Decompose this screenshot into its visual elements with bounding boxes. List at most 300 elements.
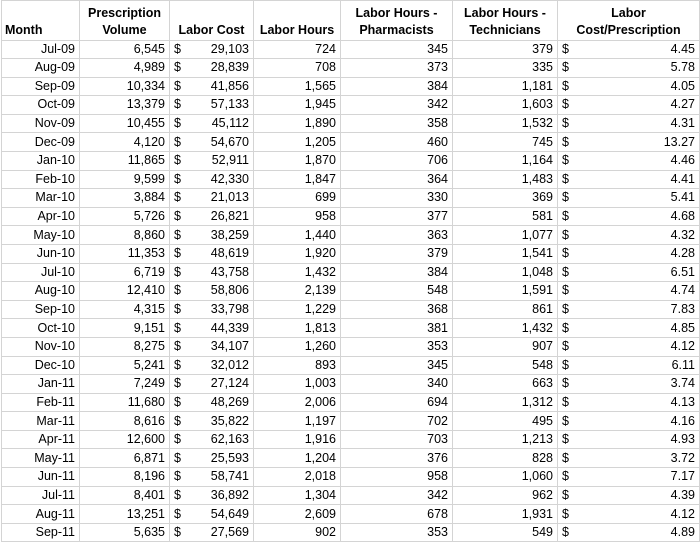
cell-value: 5.78	[670, 60, 695, 75]
cell-prescription-volume[interactable]: 11,680	[80, 393, 170, 412]
currency-symbol: $	[562, 506, 569, 521]
cell-prescription-volume[interactable]: 13,379	[80, 96, 170, 115]
currency-symbol: $	[562, 209, 569, 224]
cell-labor-hours-pharmacists[interactable]: 694	[341, 393, 453, 412]
cell-labor-hours-technicians[interactable]: 1,048	[453, 263, 558, 282]
cell-value: 4.85	[670, 320, 695, 335]
cell-value: 3.72	[670, 450, 695, 465]
currency-symbol: $	[562, 432, 569, 447]
cell-labor-cost[interactable]	[170, 523, 254, 542]
cell-labor-cost[interactable]	[170, 133, 254, 152]
cell-labor-cost-per-prescription[interactable]	[558, 468, 700, 487]
table-row	[2, 523, 700, 542]
cell-labor-hours-technicians[interactable]: 549	[453, 523, 558, 542]
cell-month[interactable]: Dec-10	[2, 356, 80, 375]
cell-labor-hours[interactable]: 1,304	[254, 486, 341, 505]
cell-prescription-volume[interactable]: 4,315	[80, 300, 170, 319]
cell-month[interactable]: Sep-11	[2, 523, 80, 542]
cell-labor-hours-pharmacists[interactable]: 368	[341, 300, 453, 319]
table-row	[2, 412, 700, 431]
cell-labor-hours[interactable]: 1,197	[254, 412, 341, 431]
cell-month[interactable]: Nov-09	[2, 114, 80, 133]
cell-labor-hours-technicians[interactable]: 1,312	[453, 393, 558, 412]
cell-month[interactable]: Jul-10	[2, 263, 80, 282]
cell-labor-hours-technicians[interactable]: 861	[453, 300, 558, 319]
cell-value: 54,670	[210, 134, 249, 149]
table-row	[2, 393, 700, 412]
cell-labor-hours-pharmacists[interactable]: 702	[341, 412, 453, 431]
table-row	[2, 449, 700, 468]
cell-labor-hours[interactable]: 1,945	[254, 96, 341, 115]
cell-value: 4.68	[670, 209, 695, 224]
cell-value: 27,124	[210, 376, 249, 391]
cell-labor-hours[interactable]: 1,432	[254, 263, 341, 282]
cell-month[interactable]: Aug-09	[2, 59, 80, 78]
cell-prescription-volume[interactable]: 11,865	[80, 151, 170, 170]
cell-value: 52,911	[211, 153, 249, 168]
cell-labor-cost[interactable]	[170, 393, 254, 412]
cell-labor-hours-pharmacists[interactable]: 379	[341, 244, 453, 263]
cell-labor-cost[interactable]	[170, 207, 254, 226]
cell-labor-hours-technicians[interactable]: 1,931	[453, 505, 558, 524]
cell-value: 7.83	[670, 302, 695, 317]
cell-month[interactable]: Jun-10	[2, 244, 80, 263]
currency-symbol: $	[562, 376, 569, 391]
cell-labor-hours-pharmacists[interactable]: 381	[341, 319, 453, 338]
currency-symbol: $	[562, 394, 569, 409]
currency-symbol: $	[174, 525, 181, 540]
cell-month[interactable]: Jan-11	[2, 375, 80, 394]
currency-symbol: $	[174, 487, 181, 502]
currency-symbol: $	[174, 42, 181, 56]
cell-month[interactable]: Jul-09	[2, 41, 80, 59]
cell-value: 38,259	[210, 227, 249, 242]
cell-labor-cost-per-prescription[interactable]	[558, 430, 700, 449]
cell-value: 36,892	[210, 487, 249, 502]
currency-symbol: $	[174, 302, 181, 317]
cell-labor-hours-technicians[interactable]: 1,483	[453, 170, 558, 189]
cell-labor-cost[interactable]	[170, 468, 254, 487]
cell-value: 58,806	[210, 283, 249, 298]
header-labor-cost-per-prescription[interactable]: Labor Cost/Prescription	[558, 1, 700, 41]
cell-labor-hours[interactable]: 1,916	[254, 430, 341, 449]
currency-symbol: $	[174, 339, 181, 354]
cell-labor-hours-technicians[interactable]: 1,432	[453, 319, 558, 338]
cell-labor-cost[interactable]	[170, 96, 254, 115]
cell-labor-hours[interactable]: 2,018	[254, 468, 341, 487]
cell-prescription-volume[interactable]: 10,334	[80, 77, 170, 96]
cell-value: 32,012	[210, 357, 249, 372]
cell-labor-cost-per-prescription[interactable]	[558, 59, 700, 78]
cell-value: 27,569	[210, 525, 249, 540]
header-labor-hours[interactable]: Labor Hours	[254, 1, 341, 41]
cell-labor-cost-per-prescription[interactable]	[558, 41, 700, 59]
cell-labor-hours-pharmacists[interactable]: 353	[341, 523, 453, 542]
currency-symbol: $	[174, 432, 181, 447]
cell-labor-hours-technicians[interactable]: 1,164	[453, 151, 558, 170]
cell-month[interactable]: Apr-10	[2, 207, 80, 226]
table-row	[2, 356, 700, 375]
currency-symbol: $	[174, 264, 181, 279]
cell-labor-hours[interactable]: 2,006	[254, 393, 341, 412]
cell-labor-cost-per-prescription[interactable]	[558, 337, 700, 356]
cell-value: 33,798	[210, 302, 249, 317]
header-prescription-volume[interactable]: Prescription Volume	[80, 1, 170, 41]
cell-labor-hours[interactable]: 958	[254, 207, 341, 226]
cell-labor-cost-per-prescription[interactable]	[558, 393, 700, 412]
cell-labor-cost-per-prescription[interactable]	[558, 449, 700, 468]
cell-value: 44,339	[210, 320, 249, 335]
cell-value: 4.74	[670, 283, 695, 298]
cell-labor-cost[interactable]	[170, 300, 254, 319]
cell-month[interactable]: Dec-09	[2, 133, 80, 152]
cell-labor-cost[interactable]	[170, 41, 254, 59]
cell-labor-cost-per-prescription[interactable]	[558, 207, 700, 226]
cell-labor-hours-pharmacists[interactable]: 345	[341, 41, 453, 59]
cell-month[interactable]: Jan-10	[2, 151, 80, 170]
cell-labor-cost-per-prescription[interactable]	[558, 523, 700, 542]
cell-month[interactable]: Feb-10	[2, 170, 80, 189]
pharmacy-labor-table	[1, 0, 700, 542]
cell-labor-hours-pharmacists[interactable]: 678	[341, 505, 453, 524]
cell-labor-cost-per-prescription[interactable]	[558, 133, 700, 152]
cell-labor-hours[interactable]: 1,440	[254, 226, 341, 245]
cell-labor-hours-technicians[interactable]: 1,060	[453, 468, 558, 487]
cell-labor-cost-per-prescription[interactable]	[558, 226, 700, 245]
cell-value: 6.11	[671, 357, 695, 372]
cell-labor-cost[interactable]	[170, 375, 254, 394]
cell-value: 4.93	[670, 432, 695, 447]
cell-labor-hours[interactable]: 1,205	[254, 133, 341, 152]
currency-symbol: $	[174, 209, 181, 224]
currency-symbol: $	[562, 134, 569, 149]
cell-month[interactable]: Mar-11	[2, 412, 80, 431]
cell-prescription-volume[interactable]: 5,726	[80, 207, 170, 226]
cell-labor-cost[interactable]	[170, 151, 254, 170]
currency-symbol: $	[562, 190, 569, 205]
cell-value: 43,758	[210, 264, 249, 279]
cell-labor-hours-pharmacists[interactable]: 384	[341, 263, 453, 282]
cell-value: 48,619	[210, 246, 249, 261]
cell-labor-cost[interactable]	[170, 77, 254, 96]
cell-labor-hours[interactable]: 1,890	[254, 114, 341, 133]
cell-labor-hours-pharmacists[interactable]: 340	[341, 375, 453, 394]
cell-prescription-volume[interactable]: 13,251	[80, 505, 170, 524]
currency-symbol: $	[562, 116, 569, 131]
cell-month[interactable]: May-11	[2, 449, 80, 468]
cell-labor-hours-pharmacists[interactable]: 342	[341, 486, 453, 505]
cell-labor-hours-technicians[interactable]: 962	[453, 486, 558, 505]
cell-labor-hours-technicians[interactable]: 1,541	[453, 244, 558, 263]
cell-prescription-volume[interactable]: 6,545	[80, 41, 170, 59]
cell-month[interactable]: Feb-11	[2, 393, 80, 412]
cell-value: 28,839	[210, 60, 249, 75]
currency-symbol: $	[562, 42, 569, 56]
cell-value: 21,013	[210, 190, 249, 205]
cell-labor-hours[interactable]: 1,870	[254, 151, 341, 170]
cell-prescription-volume[interactable]: 4,989	[80, 59, 170, 78]
cell-value: 58,741	[210, 469, 249, 484]
cell-value: 29,103	[210, 42, 249, 56]
cell-labor-hours-pharmacists[interactable]: 706	[341, 151, 453, 170]
header-labor-cost[interactable]: Labor Cost	[170, 1, 254, 41]
currency-symbol: $	[174, 506, 181, 521]
cell-value: 4.31	[670, 116, 695, 131]
cell-labor-cost[interactable]	[170, 244, 254, 263]
cell-labor-cost-per-prescription[interactable]	[558, 319, 700, 338]
table-row	[2, 133, 700, 152]
currency-symbol: $	[562, 246, 569, 261]
cell-prescription-volume[interactable]: 9,599	[80, 170, 170, 189]
cell-month[interactable]: Oct-09	[2, 96, 80, 115]
cell-prescription-volume[interactable]: 12,410	[80, 282, 170, 301]
cell-prescription-volume[interactable]: 8,860	[80, 226, 170, 245]
cell-labor-hours[interactable]: 1,003	[254, 375, 341, 394]
cell-labor-hours[interactable]: 1,229	[254, 300, 341, 319]
cell-month[interactable]: Oct-10	[2, 319, 80, 338]
cell-prescription-volume[interactable]: 3,884	[80, 189, 170, 208]
cell-value: 4.05	[670, 78, 695, 93]
cell-labor-cost[interactable]	[170, 189, 254, 208]
currency-symbol: $	[174, 376, 181, 391]
cell-labor-cost[interactable]	[170, 59, 254, 78]
currency-symbol: $	[174, 320, 181, 335]
table-row	[2, 486, 700, 505]
cell-prescription-volume[interactable]: 11,353	[80, 244, 170, 263]
cell-month[interactable]: Jul-11	[2, 486, 80, 505]
cell-month[interactable]: Aug-11	[2, 505, 80, 524]
cell-value: 45,112	[211, 116, 249, 131]
table-row	[2, 59, 700, 78]
cell-labor-hours[interactable]: 699	[254, 189, 341, 208]
cell-labor-cost[interactable]	[170, 430, 254, 449]
cell-labor-hours-technicians[interactable]: 1,532	[453, 114, 558, 133]
cell-prescription-volume[interactable]: 8,275	[80, 337, 170, 356]
cell-labor-hours-technicians[interactable]: 1,181	[453, 77, 558, 96]
currency-symbol: $	[562, 60, 569, 75]
cell-labor-cost-per-prescription[interactable]	[558, 244, 700, 263]
currency-symbol: $	[174, 97, 181, 112]
cell-prescription-volume[interactable]: 4,120	[80, 133, 170, 152]
cell-month[interactable]: Apr-11	[2, 430, 80, 449]
cell-labor-hours-technicians[interactable]: 548	[453, 356, 558, 375]
cell-month[interactable]: Sep-10	[2, 300, 80, 319]
currency-symbol: $	[562, 78, 569, 93]
cell-value: 4.27	[670, 97, 695, 112]
cell-labor-hours[interactable]: 1,920	[254, 244, 341, 263]
cell-labor-cost[interactable]	[170, 449, 254, 468]
cell-labor-hours[interactable]: 2,139	[254, 282, 341, 301]
cell-labor-cost-per-prescription[interactable]	[558, 263, 700, 282]
cell-labor-hours-technicians[interactable]: 1,213	[453, 430, 558, 449]
currency-symbol: $	[562, 413, 569, 428]
table-row	[2, 170, 700, 189]
cell-labor-cost-per-prescription[interactable]	[558, 505, 700, 524]
currency-symbol: $	[562, 97, 569, 112]
cell-labor-hours-pharmacists[interactable]: 364	[341, 170, 453, 189]
cell-labor-hours[interactable]: 1,260	[254, 337, 341, 356]
cell-labor-cost-per-prescription[interactable]	[558, 375, 700, 394]
cell-labor-cost-per-prescription[interactable]	[558, 412, 700, 431]
cell-labor-hours-pharmacists[interactable]: 373	[341, 59, 453, 78]
cell-labor-hours-technicians[interactable]: 1,077	[453, 226, 558, 245]
cell-labor-cost[interactable]	[170, 226, 254, 245]
cell-prescription-volume[interactable]: 12,600	[80, 430, 170, 449]
cell-labor-hours-pharmacists[interactable]: 330	[341, 189, 453, 208]
cell-value: 35,822	[210, 413, 249, 428]
currency-symbol: $	[562, 153, 569, 168]
cell-labor-hours-pharmacists[interactable]: 958	[341, 468, 453, 487]
currency-symbol: $	[174, 246, 181, 261]
cell-labor-hours-technicians[interactable]: 495	[453, 412, 558, 431]
currency-symbol: $	[562, 469, 569, 484]
currency-symbol: $	[174, 413, 181, 428]
currency-symbol: $	[174, 190, 181, 205]
cell-labor-hours-pharmacists[interactable]: 353	[341, 337, 453, 356]
header-row	[2, 1, 700, 41]
cell-labor-hours-technicians[interactable]: 907	[453, 337, 558, 356]
cell-prescription-volume[interactable]: 8,616	[80, 412, 170, 431]
cell-value: 4.39	[670, 487, 695, 502]
currency-symbol: $	[562, 283, 569, 298]
cell-value: 4.89	[670, 525, 695, 540]
cell-labor-hours-pharmacists[interactable]: 342	[341, 96, 453, 115]
cell-labor-hours[interactable]: 1,847	[254, 170, 341, 189]
currency-symbol: $	[174, 153, 181, 168]
cell-labor-cost[interactable]	[170, 114, 254, 133]
cell-labor-cost-per-prescription[interactable]	[558, 96, 700, 115]
cell-labor-hours-technicians[interactable]: 335	[453, 59, 558, 78]
currency-symbol: $	[174, 469, 181, 484]
cell-labor-hours-pharmacists[interactable]: 548	[341, 282, 453, 301]
cell-labor-hours-technicians[interactable]: 663	[453, 375, 558, 394]
cell-labor-hours-pharmacists[interactable]: 345	[341, 356, 453, 375]
cell-labor-cost-per-prescription[interactable]	[558, 356, 700, 375]
cell-value: 54,649	[210, 506, 249, 521]
cell-labor-hours[interactable]: 708	[254, 59, 341, 78]
table-row	[2, 430, 700, 449]
cell-labor-hours-technicians[interactable]: 379	[453, 41, 558, 59]
cell-value: 34,107	[210, 339, 249, 354]
table-row	[2, 282, 700, 301]
currency-symbol: $	[174, 450, 181, 465]
cell-value: 62,163	[210, 432, 249, 447]
cell-prescription-volume[interactable]: 8,196	[80, 468, 170, 487]
cell-labor-hours-pharmacists[interactable]: 460	[341, 133, 453, 152]
table-row	[2, 468, 700, 487]
cell-labor-cost-per-prescription[interactable]	[558, 486, 700, 505]
currency-symbol: $	[174, 394, 181, 409]
cell-prescription-volume[interactable]: 9,151	[80, 319, 170, 338]
cell-value: 26,821	[210, 209, 249, 224]
cell-prescription-volume[interactable]: 5,635	[80, 523, 170, 542]
cell-labor-hours[interactable]: 724	[254, 41, 341, 59]
currency-symbol: $	[174, 171, 181, 186]
cell-labor-hours-technicians[interactable]: 369	[453, 189, 558, 208]
cell-prescription-volume[interactable]: 7,249	[80, 375, 170, 394]
cell-labor-cost-per-prescription[interactable]	[558, 189, 700, 208]
cell-labor-hours-pharmacists[interactable]: 363	[341, 226, 453, 245]
cell-labor-cost[interactable]	[170, 486, 254, 505]
header-labor-hours-pharmacists[interactable]: Labor Hours - Pharmacists	[341, 1, 453, 41]
cell-value: 41,856	[210, 78, 249, 93]
currency-symbol: $	[562, 339, 569, 354]
header-labor-hours-technicians[interactable]: Labor Hours - Technicians	[453, 1, 558, 41]
currency-symbol: $	[562, 525, 569, 540]
cell-month[interactable]: Nov-10	[2, 337, 80, 356]
cell-value: 5.41	[670, 190, 695, 205]
cell-month[interactable]: Jun-11	[2, 468, 80, 487]
cell-labor-cost-per-prescription[interactable]	[558, 77, 700, 96]
cell-labor-hours-pharmacists[interactable]: 384	[341, 77, 453, 96]
currency-symbol: $	[562, 227, 569, 242]
cell-labor-cost[interactable]	[170, 282, 254, 301]
cell-labor-cost-per-prescription[interactable]	[558, 282, 700, 301]
cell-labor-cost[interactable]	[170, 170, 254, 189]
cell-labor-hours[interactable]: 1,565	[254, 77, 341, 96]
cell-labor-hours-pharmacists[interactable]: 703	[341, 430, 453, 449]
cell-value: 48,269	[210, 394, 249, 409]
cell-prescription-volume[interactable]: 6,871	[80, 449, 170, 468]
cell-value: 42,330	[210, 171, 249, 186]
cell-labor-cost[interactable]	[170, 356, 254, 375]
cell-labor-hours-technicians[interactable]: 745	[453, 133, 558, 152]
cell-labor-cost-per-prescription[interactable]	[558, 114, 700, 133]
currency-symbol: $	[562, 320, 569, 335]
table-row	[2, 41, 700, 59]
cell-month[interactable]: Sep-09	[2, 77, 80, 96]
cell-labor-hours[interactable]: 1,813	[254, 319, 341, 338]
cell-labor-hours[interactable]: 902	[254, 523, 341, 542]
cell-labor-hours-technicians[interactable]: 1,603	[453, 96, 558, 115]
cell-labor-hours-pharmacists[interactable]: 376	[341, 449, 453, 468]
cell-labor-cost[interactable]	[170, 505, 254, 524]
currency-symbol: $	[174, 357, 181, 372]
cell-labor-cost[interactable]	[170, 319, 254, 338]
cell-labor-hours-technicians[interactable]: 828	[453, 449, 558, 468]
currency-symbol: $	[174, 78, 181, 93]
cell-prescription-volume[interactable]: 8,401	[80, 486, 170, 505]
cell-prescription-volume[interactable]: 10,455	[80, 114, 170, 133]
cell-labor-cost[interactable]	[170, 337, 254, 356]
cell-prescription-volume[interactable]: 6,719	[80, 263, 170, 282]
cell-labor-hours-technicians[interactable]: 1,591	[453, 282, 558, 301]
cell-value: 4.12	[670, 339, 695, 354]
cell-month[interactable]: May-10	[2, 226, 80, 245]
cell-labor-cost-per-prescription[interactable]	[558, 151, 700, 170]
cell-labor-hours[interactable]: 1,204	[254, 449, 341, 468]
cell-labor-hours-technicians[interactable]: 581	[453, 207, 558, 226]
cell-labor-hours-pharmacists[interactable]: 377	[341, 207, 453, 226]
cell-prescription-volume[interactable]: 5,241	[80, 356, 170, 375]
table-row	[2, 244, 700, 263]
cell-labor-cost[interactable]	[170, 412, 254, 431]
cell-labor-hours-pharmacists[interactable]: 358	[341, 114, 453, 133]
table-row	[2, 337, 700, 356]
cell-month[interactable]: Mar-10	[2, 189, 80, 208]
cell-value: 13.27	[663, 134, 695, 149]
cell-labor-cost[interactable]	[170, 263, 254, 282]
table-row	[2, 505, 700, 524]
cell-labor-cost-per-prescription[interactable]	[558, 170, 700, 189]
cell-labor-hours[interactable]: 2,609	[254, 505, 341, 524]
cell-month[interactable]: Aug-10	[2, 282, 80, 301]
cell-labor-cost-per-prescription[interactable]	[558, 300, 700, 319]
header-month[interactable]: Month	[2, 1, 80, 41]
cell-labor-hours[interactable]: 893	[254, 356, 341, 375]
currency-symbol: $	[562, 264, 569, 279]
cell-value: 4.16	[670, 413, 695, 428]
